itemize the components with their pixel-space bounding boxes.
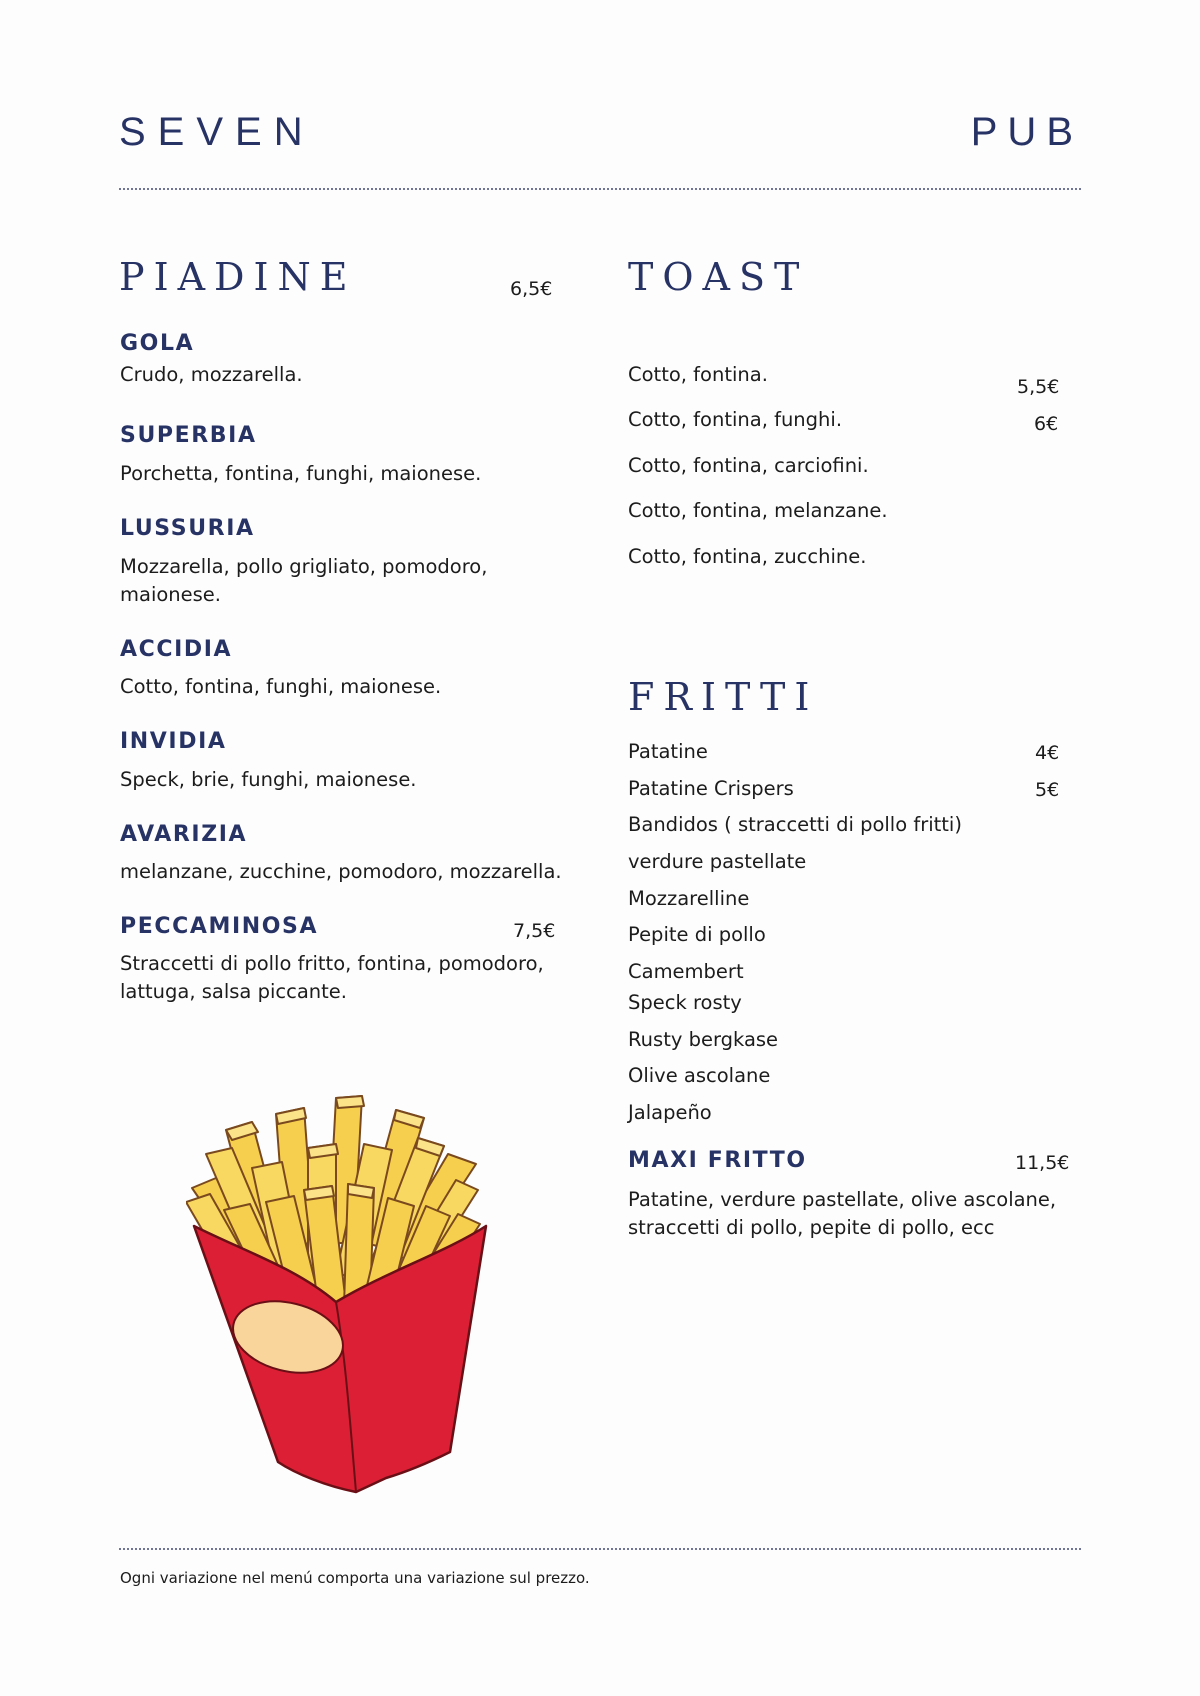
piadina-peccaminosa-price: 7,5€	[513, 920, 556, 942]
toast-item: Cotto, fontina, carciofini.	[628, 454, 869, 477]
toast-title: TOAST	[628, 255, 809, 299]
maxi-fritto-name: MAXI FRITTO	[628, 1148, 807, 1173]
fritti-item: Rusty bergkase	[628, 1028, 779, 1051]
toast-price: 6€	[1034, 413, 1059, 435]
piadina-avarizia-name: AVARIZIA	[120, 822, 248, 847]
piadine-price: 6,5€	[510, 278, 553, 300]
piadina-accidia-desc: Cotto, fontina, funghi, maionese.	[120, 675, 442, 698]
piadina-peccaminosa-desc: Straccetti di pollo fritto, fontina, pomodoro, lattuga, salsa piccante.	[120, 952, 544, 1003]
fritti-price: 5€	[1035, 779, 1060, 801]
fritti-item: Patatine Crispers	[628, 777, 794, 800]
piadina-avarizia-desc: melanzane, zucchine, pomodoro, mozzarella.	[120, 860, 562, 883]
maxi-fritto-price: 11,5€	[1015, 1152, 1070, 1174]
fritti-item: Mozzarelline	[628, 887, 750, 910]
toast-price: 5,5€	[1017, 376, 1060, 398]
fritti-title: FRITTI	[628, 675, 819, 719]
piadina-peccaminosa-name: PECCAMINOSA	[120, 914, 319, 939]
piadina-gola-desc: Crudo, mozzarella.	[120, 363, 303, 386]
piadina-invidia-desc: Speck, brie, funghi, maionese.	[120, 768, 417, 791]
piadina-lussuria-name: LUSSURIA	[120, 516, 255, 541]
fritti-item: Pepite di pollo	[628, 923, 766, 946]
brand-left: SEVEN	[119, 110, 315, 154]
header-divider	[119, 188, 1081, 190]
piadina-lussuria-desc: Mozzarella, pollo grigliato, pomodoro, maionese.	[120, 555, 488, 606]
fritti-item: Patatine	[628, 740, 708, 763]
footer-note: Ogni variazione nel menú comporta una variazione sul prezzo.	[120, 1569, 590, 1587]
toast-item: Cotto, fontina, zucchine.	[628, 545, 867, 568]
piadina-gola-name: GOLA	[120, 331, 195, 356]
piadina-invidia-name: INVIDIA	[120, 729, 227, 754]
fritti-item: verdure pastellate	[628, 850, 807, 873]
piadina-accidia-name: ACCIDIA	[120, 637, 233, 662]
toast-item: Cotto, fontina.	[628, 363, 768, 386]
toast-item: Cotto, fontina, funghi.	[628, 408, 843, 431]
piadina-superbia-desc: Porchetta, fontina, funghi, maionese.	[120, 462, 482, 485]
fritti-item: Camembert	[628, 960, 744, 983]
fritti-price: 4€	[1035, 742, 1060, 764]
maxi-fritto-desc: Patatine, verdure pastellate, olive ascolane, straccetti di pollo, pepite di pollo, ecc	[628, 1188, 1057, 1239]
fritti-item: Bandidos ( straccetti di pollo fritti)	[628, 813, 962, 836]
toast-item: Cotto, fontina, melanzane.	[628, 499, 888, 522]
fritti-item: Jalapeño	[628, 1101, 712, 1124]
piadine-title: PIADINE	[119, 255, 357, 299]
fritti-item: Olive ascolane	[628, 1064, 771, 1087]
footer-divider	[119, 1548, 1081, 1550]
brand-right: PUB	[970, 110, 1083, 154]
fritti-item: Speck rosty	[628, 991, 742, 1014]
piadina-superbia-name: SUPERBIA	[120, 423, 257, 448]
french-fries-icon	[186, 1092, 526, 1516]
